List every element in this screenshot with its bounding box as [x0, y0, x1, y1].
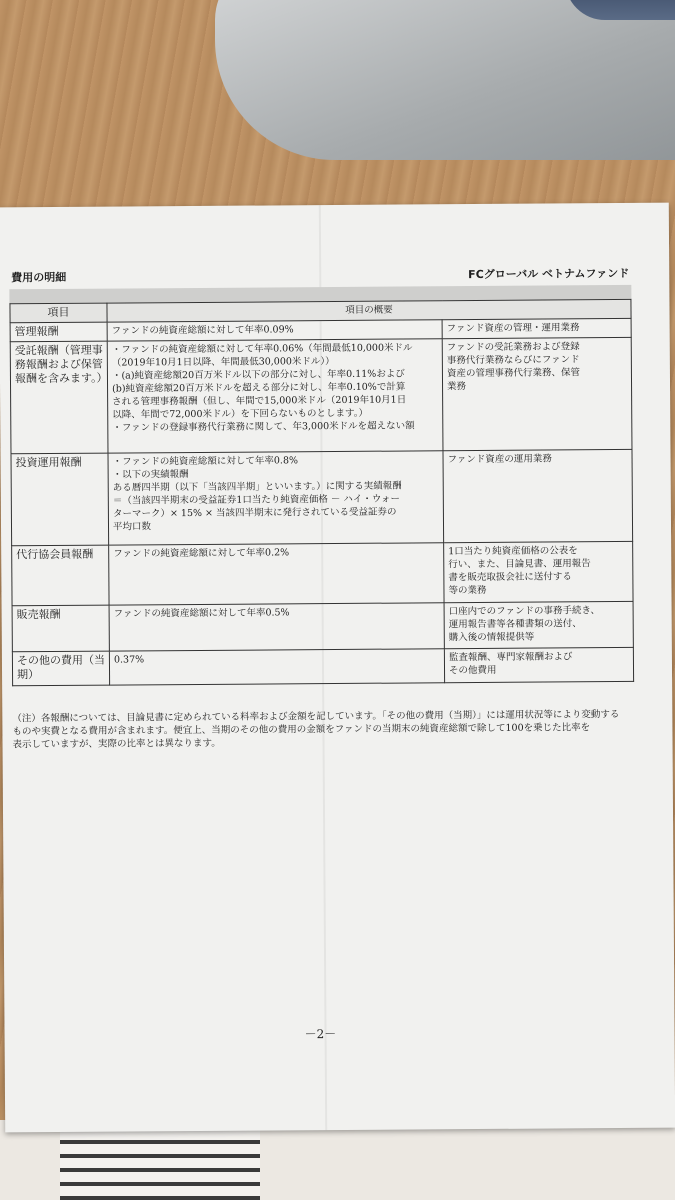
fee-task: ファンドの受託業務および登録 事務代行業務ならびにファンド 資産の管理事務代行業務、保管 業務	[442, 337, 632, 450]
fee-task: 1口当たり純資産価格の公表を 行い、また、目論見書、運用報告 書を販売取扱会社に送付する 等の業務	[444, 541, 633, 602]
striped-fabric	[60, 1130, 260, 1200]
grey-device-top-right	[215, 0, 675, 160]
fee-table	[9, 299, 634, 686]
section-title: 費用の明細	[11, 270, 67, 285]
fee-name: その他の費用（当期）	[12, 651, 109, 686]
fee-desc: ・ファンドの純資産総額に対して年率0.06%（年間最低10,000米ドル （2019年10月1日以降、年間最低30,000米ドル）） ・(a)純資産総額20百万米ドル以下の部分に対し、年率0.11%および (b)純資産総額20百万米ドルを超える部分に対し、年率0.10%で計算 される管理事務報酬（但し、年間で15,000米ドル（2019年10月1日 以降、年間で72,000米ドル）を下回らないものとします。） ・ファンドの登録事務代行業務に関して、年3,000米ドルを超えない額	[107, 339, 443, 453]
fund-name: FCグローバル ベトナムファンド	[468, 266, 630, 282]
fee-task: ファンド資産の管理・運用業務	[442, 318, 631, 338]
table-row	[12, 541, 633, 605]
fee-name: 受託報酬（管理事務報酬および保管報酬を含みます。）	[10, 341, 108, 454]
fee-name: 販売報酬	[12, 605, 109, 652]
fee-desc: 0.37%	[109, 649, 444, 685]
header-item: 項目	[10, 303, 107, 323]
header-overview: 項目の概要	[107, 299, 631, 322]
fee-desc: ファンドの純資産総額に対して年率0.2%	[109, 543, 444, 605]
table-row	[10, 337, 632, 453]
table-row	[11, 449, 633, 545]
fee-task: 口座内でのファンドの事務手続き、 運用報告書等各種書類の送付、 購入後の情報提供等	[444, 601, 633, 648]
fee-name: 投資運用報酬	[11, 453, 109, 546]
fee-desc: ファンドの純資産総額に対して年率0.09%	[107, 320, 442, 341]
page-number: －2－	[304, 1027, 337, 1042]
document-page	[0, 203, 675, 1133]
fee-name: 代行協会員報酬	[12, 545, 109, 606]
device-blue-part	[565, 0, 675, 20]
fee-desc: ファンドの純資産総額に対して年率0.5%	[109, 603, 444, 651]
fee-desc: ・ファンドの純資産総額に対して年率0.8% ・以下の実績報酬 ある暦四半期（以下「当該四半期」といいます。）に関する実績報酬 ＝（当該四半期末の受益証券1口当たり純資産価格 － ハイ・ウォー ターマーク）× 15% × 当該四半期末に発行されている受益証券の 平均口数	[108, 451, 444, 545]
fee-task: ファンド資産の運用業務	[443, 449, 633, 542]
fee-name: 管理報酬	[10, 322, 107, 342]
table-row	[12, 647, 633, 685]
fee-task: 監査報酬、専門家報酬および その他費用	[444, 647, 633, 682]
table-row	[12, 601, 633, 651]
footnote: （注）各報酬については、目論見書に定められている料率および金額を記しています。「その他の費用（当期）」には運用状況等により変動する ものや実費となる費用が含まれます。便宜上、当期のその他の費用の金額をファンドの当期末の純資産総額で除して100を乗じた比率を 表示していますが、実際の比率とは異なります。	[12, 709, 620, 751]
